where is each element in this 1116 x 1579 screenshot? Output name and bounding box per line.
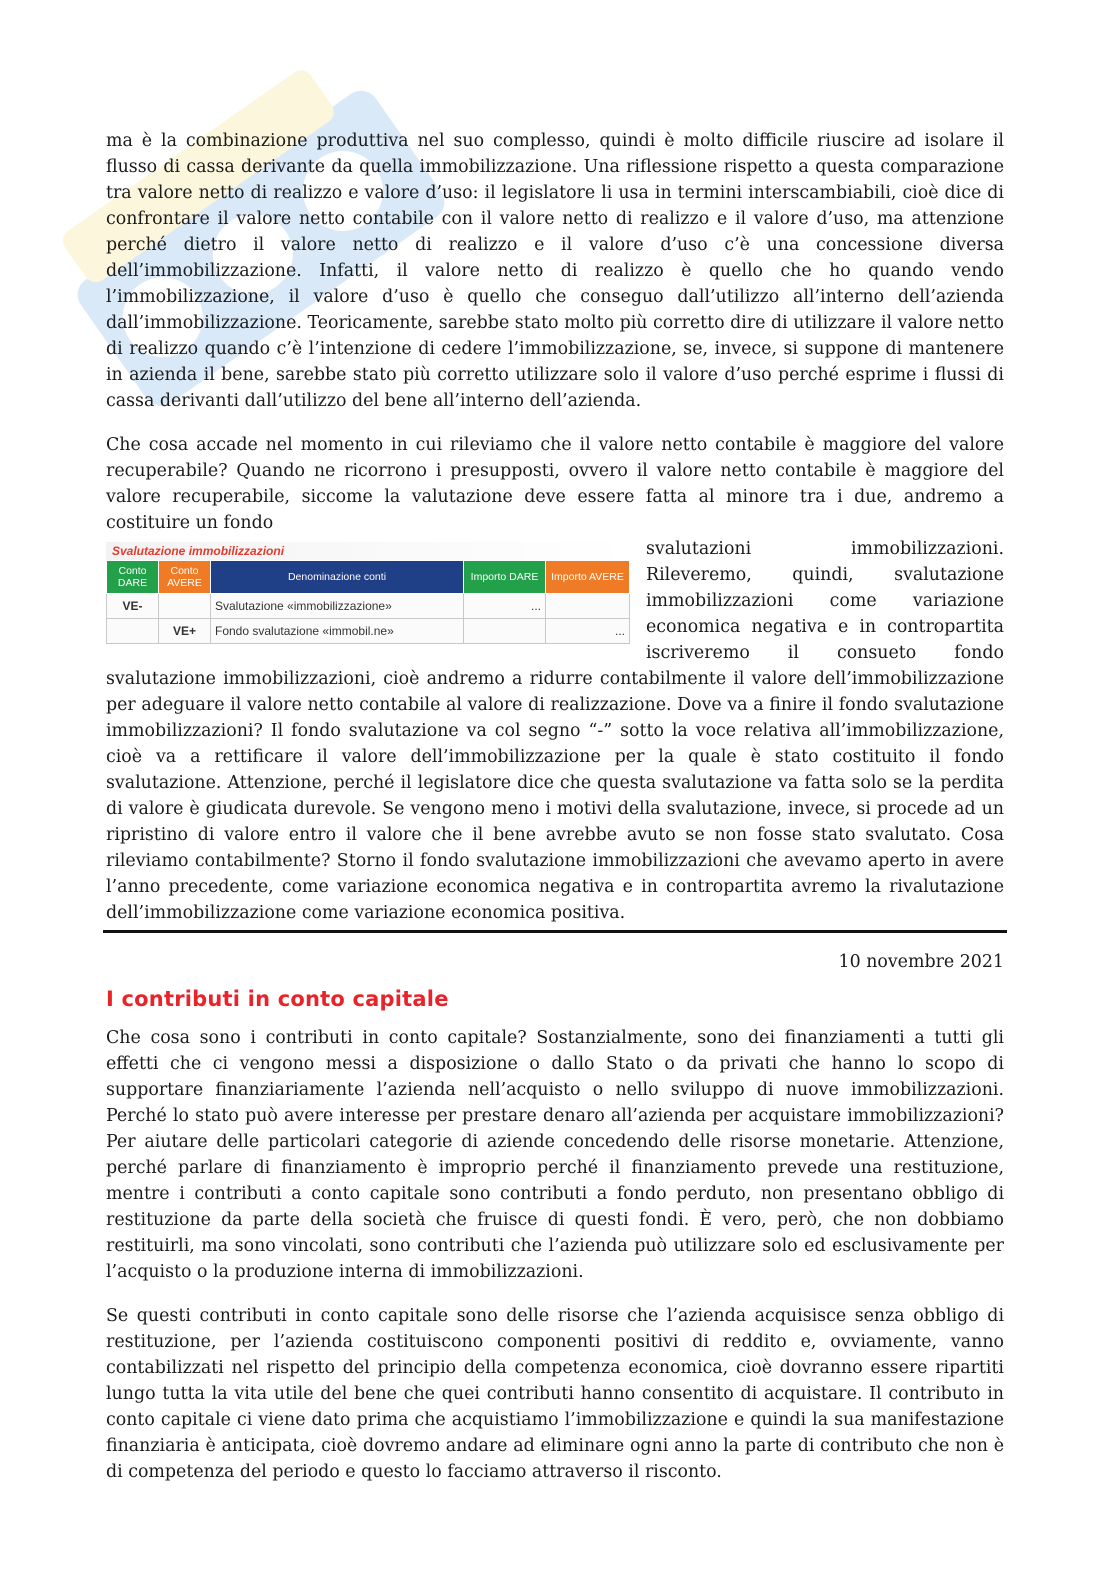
table-title: Svalutazione immobilizzazioni (106, 542, 630, 560)
document-page (106, 128, 1004, 1485)
header-conto-avere: Conto AVERE (159, 561, 211, 594)
header-importo-dare: Importo DARE (464, 561, 546, 594)
paragraph-1: ma è la combinazione produttiva nel suo complesso, quindi è molto difficile riuscire ad isolare il flusso di cassa derivante da quella immobilizzazione. Una riflessione rispetto a questa comparazione tra valore netto di realizzo e valore d’uso: il legislatore li usa in termini interscambiabili, cioè dice di confrontare il valore netto contabile con il valore netto di realizzo e il valore d’uso, ma attenzione perché dietro il valore netto di realizzo e il valore d’uso c’è una concessione diversa dell’immobilizzazione. Infatti, il valore netto di realizzo è quello che ho quando vendo l’immobilizzazione, il valore d’uso è quello che conseguo dall’utilizzo all’interno dell’azienda dall’immobilizzazione. Teoricamente, sarebbe stato molto più corretto dire di utilizzare il valore netto di realizzo quando c’è l’intenzione di cedere l’immobilizzazione, se, invece, si suppone di mantenere in azienda il bene, sarebbe stato più corretto utilizzare solo il valore d’uso perché esprime i flussi di cassa derivanti dall’utilizzo del bene all’interno dell’azienda. (106, 131, 1004, 411)
cell-importo-avere (546, 594, 630, 619)
table-row (107, 594, 630, 619)
paragraph-2-continued: svalutazioni immobilizzazioni. Rileveremo, quindi, svalutazione immobilizzazioni come variazione economica negativa e in contropartita iscriveremo il consueto fondo svalutazione immobilizzazioni, cioè andremo a ridurre contabilmente il valore dell’immobilizzazione per adeguare il valore netto contabile al valore di realizzazione. Dove va a finire il fondo svalutazione immobilizzazioni? Il fondo svalutazione va col segno “-” sotto la voce relativa all’immobilizzazione, cioè va a rettificare il valore dell’immobilizzazione per la quale è stato costituito il fondo svalutazione. Attenzione, perché il legislatore dice che questa svalutazione va fatta solo se la perdita di valore è giudicata durevole. Se vengono meno i motivi della svalutazione, invece, si procede ad un ripristino di valore entro il valore che il bene avrebbe avuto se non fosse stato svalutato. Cosa rileviamo contabilmente? Storno il fondo svalutazione immobilizzazioni che avevamo aperto in avere l’anno precedente, come variazione economica negativa e in contropartita avremo la rivalutazione dell’immobilizzazione come variazione economica positiva. (106, 539, 1004, 923)
lecture-date: 10 novembre 2021 (838, 952, 1004, 972)
accounting-table (106, 542, 630, 650)
cell-conto-avere (159, 594, 211, 619)
cell-conto-dare: VE- (107, 594, 159, 619)
paragraph-4: Se questi contributi in conto capitale sono delle risorse che l’azienda acquisisce senza obbligo di restituzione, per l’azienda costituiscono componenti positivi di reddito e, ovviamente, vanno contabilizzati nel rispetto del principio della competenza economica, cioè dovranno essere ripartiti lungo tutta la vita utile del bene che quei contributi hanno consentito di acquistare. Il contributo in conto capitale ci viene dato prima che acquistiamo l’immobilizzazione e quindi la sua manifestazione finanziaria è anticipata, cioè dovremo andare ad eliminare ogni anno la parte di contributo che non è di competenza del periodo e questo lo facciamo attraverso il risconto. (106, 1306, 1004, 1482)
cell-conto-avere: VE+ (159, 619, 211, 644)
section-title: I contributi in conto capitale (106, 987, 449, 1011)
table-row (107, 619, 630, 644)
header-conto-dare: Conto DARE (107, 561, 159, 594)
paragraph-2 (106, 432, 1004, 536)
cell-denominazione: Svalutazione «immobilizzazione» (211, 594, 464, 619)
cell-importo-dare: ... (464, 594, 546, 619)
paragraph-2-intro: Che cosa accade nel momento in cui rileviamo che il valore netto contabile è maggiore del valore recuperabile? Quando ne ricorrono i presupposti, ovvero il valore netto contabile è maggiore del valore recuperabile, siccome la valutazione deve essere fatta al minore tra i due, andremo a costituire un fondo (106, 435, 1004, 533)
header-denominazione: Denominazione conti (211, 561, 464, 594)
table-header-row (107, 561, 630, 594)
cell-denominazione: Fondo svalutazione «immobil.ne» (211, 619, 464, 644)
section-divider (103, 930, 1007, 933)
cell-conto-dare (107, 619, 159, 644)
header-importo-avere: Importo AVERE (546, 561, 630, 594)
paragraph-3: Che cosa sono i contributi in conto capitale? Sostanzialmente, sono dei finanziamenti a tutti gli effetti che ci vengono messi a disposizione o dallo Stato o da privati che hanno lo scopo di supportare finanziariamente l’azienda nell’acquisto o nello sviluppo di nuove immobilizzazioni. Perché lo stato può avere interesse per prestare denaro all’azienda per acquistare immobilizzazioni? Per aiutare delle particolari categorie di aziende concedendo delle risorse monetarie. Attenzione, perché parlare di finanziamento è improprio perché il finanziamento prevede una restituzione, mentre i contributi a conto capitale sono contributi a fondo perduto, non presentano obbligo di restituzione da parte della società che fruisce di questi fondi. È vero, però, che non dobbiamo restituirli, ma sono vincolati, sono contributi che l’azienda può utilizzare solo ed esclusivamente per l’acquisto o la produzione interna di immobilizzazioni. (106, 1028, 1004, 1282)
cell-importo-dare (464, 619, 546, 644)
cell-importo-avere: ... (546, 619, 630, 644)
